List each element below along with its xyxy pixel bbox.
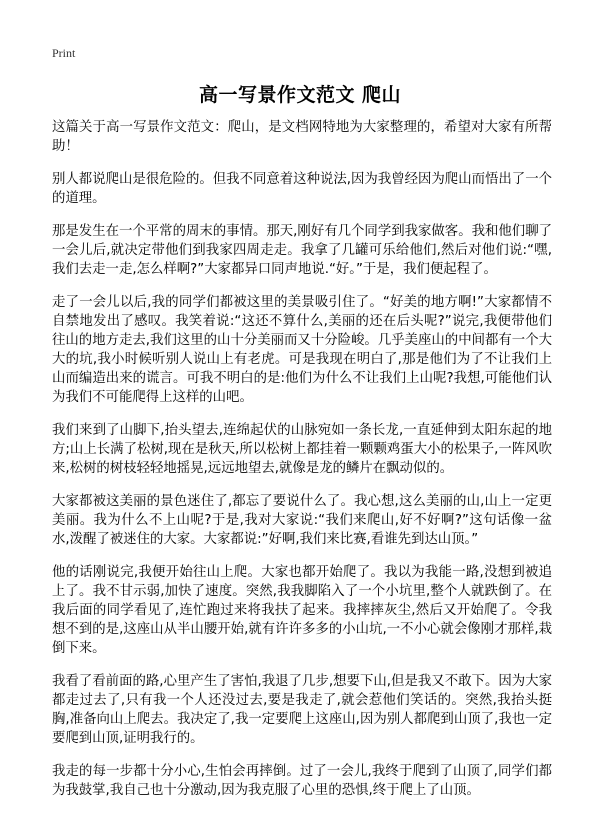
paragraph: 他的话刚说完,我便开始往山上爬。大家也都开始爬了。我以为我能一路,没想到被追上了。我不甘示弱,加快了速度。突然,我我脚陷入了一个小坑里,整个人就跌倒了。在我后面的同学看见了,连忙跑过来将我扶了起来。我摔摔灰尘,然后又开始爬了。令我想不到的是,这座山从半山腰开始,就有许许多多的小山坑,一不小心就会像刚才那样,栽倒下来。 bbox=[52, 565, 552, 656]
document-body bbox=[52, 118, 552, 814]
paragraph-intro: 这篇关于高一写景作文范文：爬山，是文档网特地为大家整理的，希望对大家有所帮助！ bbox=[52, 120, 552, 154]
print-label: Print bbox=[52, 46, 76, 60]
paragraph: 我们来到了山脚下,抬头望去,连绵起伏的山脉宛如一条长龙,一直延伸到太阳东起的地方;山上长满了松树,现在是秋天,所以松树上都挂着一颗颗鸡蛋大小的松果子,一阵风吹来,松树的树枝轻轻地摇晃,远远地望去,就像是龙的鳞片在飘动似的。 bbox=[52, 423, 552, 476]
document-title: 高一写景作文范文 爬山 bbox=[198, 84, 402, 106]
paragraph: 大家都被这美丽的景色迷住了,都忘了要说什么了。我心想,这么美丽的山,山上一定更美丽。我为什么不上山呢?于是,我对大家说:“我们来爬山,好不好啊?”这句话像一盆水,泼醒了被迷住的大家。大家都说:”好啊,我们来比赛,看谁先到达山顶。” bbox=[52, 494, 552, 547]
paragraph: 我看了看前面的路,心里产生了害怕,我退了几步,想要下山,但是我又不敢下。因为大家都走过去了,只有我一个人还没过去,要是我走了,就会惹他们笑话的。突然,我抬头挺胸,准备向山上爬去。我决定了,我一定要爬上这座山,因为别人都爬到山顶了,我也一定要爬到山顶,证明我行的。 bbox=[52, 674, 552, 746]
paragraph: 走了一会儿以后,我的同学们都被这里的美景吸引住了。“好美的地方啊!”大家都情不自禁地发出了感叹。我笑着说:“这还不算什么,美丽的还在后头呢?”说完,我便带他们往山的地方走去,我们这里的山十分美丽而又十分险峻。几乎美座山的中间都有一个大大的坑,我小时候听别人说山上有老虎。可是我现在明白了,那是他们为了不让我们上山而编造出来的谎言。可我不明白的是:他们为什么不让我们上山呢?我想,可能他们认为我们不可能爬得上这样的山吧。 bbox=[52, 295, 552, 405]
paragraph: 那是发生在一个平常的周末的事情。那天,刚好有几个同学到我家做客。我和他们聊了一会儿后,就决定带他们到我家四周走走。我拿了几罐可乐给他们,然后对他们说:“嘿,我们去走一走,怎么样啊?”大家都异口同声地说.“好。”于是，我们便起程了。 bbox=[52, 224, 552, 277]
paragraph: 别人都说爬山是很危险的。但我不同意着这种说法,因为我曾经因为爬山而悟出了一个的道理。 bbox=[52, 172, 552, 206]
paragraph: 我走的每一步都十分小心,生怕会再摔倒。过了一会儿,我终于爬到了山顶了,同学们都为我鼓掌,我自己也十分激动,因为我克服了心里的恐惧,终于爬上了山顶。 bbox=[52, 764, 552, 798]
